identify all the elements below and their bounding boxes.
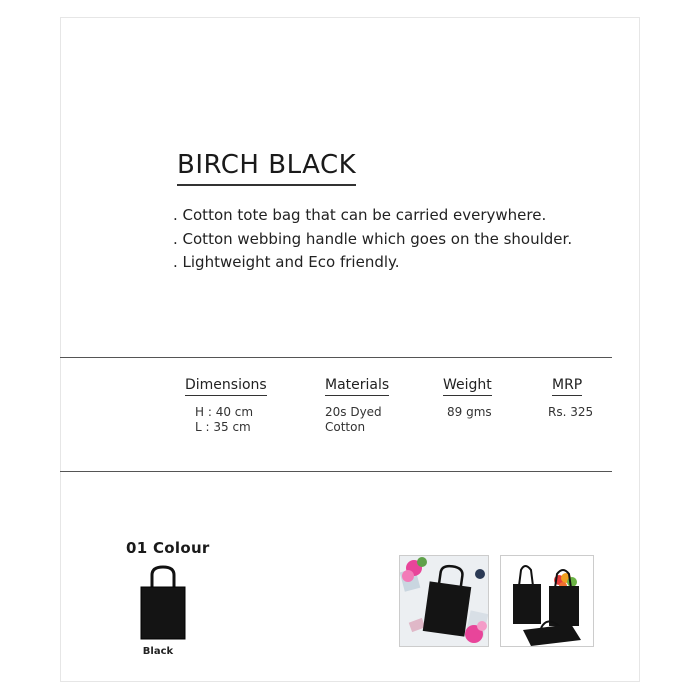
spec-materials-value: 20s Dyed Cotton bbox=[325, 405, 382, 434]
divider-top bbox=[60, 357, 612, 358]
colour-count-title: 01 Colour bbox=[126, 539, 210, 557]
spec-dimensions-label: Dimensions bbox=[185, 376, 267, 396]
colour-name-label: Black bbox=[142, 646, 174, 657]
spec-materials bbox=[325, 376, 389, 435]
spec-weight-value: 89 gms bbox=[447, 405, 492, 419]
feature-item: . Lightweight and Eco friendly. bbox=[173, 253, 400, 271]
spec-weight bbox=[443, 376, 492, 420]
spec-mrp-value: Rs. 325 bbox=[548, 405, 594, 419]
feature-item: . Cotton webbing handle which goes on the shoulder. bbox=[173, 229, 573, 248]
spec-mrp-label: MRP bbox=[552, 376, 582, 396]
feature-item: . Cotton tote bag that can be carried everywhere. bbox=[173, 206, 547, 224]
spec-mrp bbox=[548, 376, 594, 420]
spec-weight-label: Weight bbox=[443, 376, 492, 396]
spec-dimensions-value: H : 40 cm L : 35 cm bbox=[195, 405, 254, 434]
lifestyle-photo-flatlay bbox=[399, 555, 489, 647]
black-tote-swatch-icon[interactable] bbox=[138, 565, 188, 641]
product-title: BIRCH BLACK bbox=[177, 148, 356, 186]
feature-list bbox=[173, 204, 572, 275]
divider-bottom bbox=[60, 471, 612, 472]
tote-flatlay-image-icon bbox=[400, 556, 489, 647]
spec-dimensions bbox=[185, 376, 267, 435]
tote-group-image-icon bbox=[501, 556, 594, 647]
lifestyle-photo-totes bbox=[500, 555, 594, 647]
spec-materials-label: Materials bbox=[325, 376, 389, 396]
